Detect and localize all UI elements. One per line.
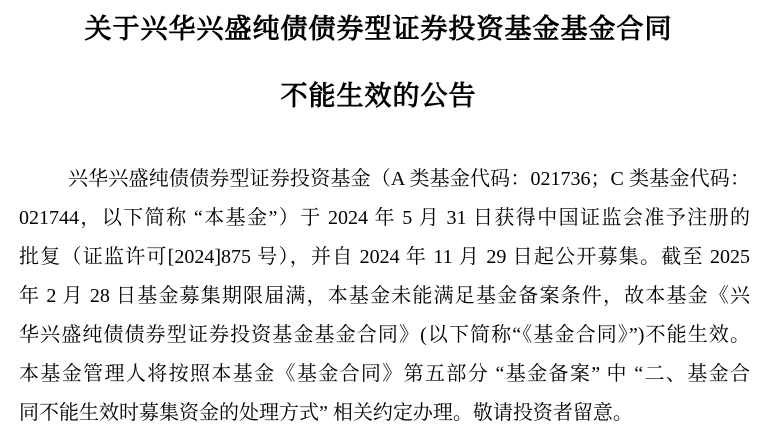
document-title-line-1: 关于兴华兴盛纯债债券型证券投资基金基金合同 [84, 14, 673, 44]
announcement-body [19, 160, 750, 430]
paragraph-line: 年 2 月 28 日基金募集期限届满，本基金未能满足基金备案条件，故本基金《兴 [19, 285, 750, 307]
paragraph-line: 华兴盛纯债债券型证券投资基金基金合同》(以下简称“《基金合同》”)不能生效。 [19, 324, 750, 346]
paragraph-line: 021744，以下简称 “本基金”）于 2024 年 5 月 31 日获得中国证监会准予注册的 [19, 207, 750, 229]
paragraph-line: 同不能生效时募集资金的处理方式” 相关约定办理。敬请投资者留意。 [19, 402, 633, 424]
paragraph-line: 本基金管理人将按照本基金《基金合同》第五部分 “基金备案” 中 “二、基金合 [19, 363, 750, 385]
paragraph-line: 批复（证监许可[2024]875 号），并自 2024 年 11 月 29 日起公开募集。截至 2025 [19, 246, 750, 268]
document-title-line-2: 不能生效的公告 [280, 81, 477, 111]
paragraph-line: 兴华兴盛纯债债券型证券投资基金（A 类基金代码：021736；C 类基金代码： [68, 168, 750, 190]
